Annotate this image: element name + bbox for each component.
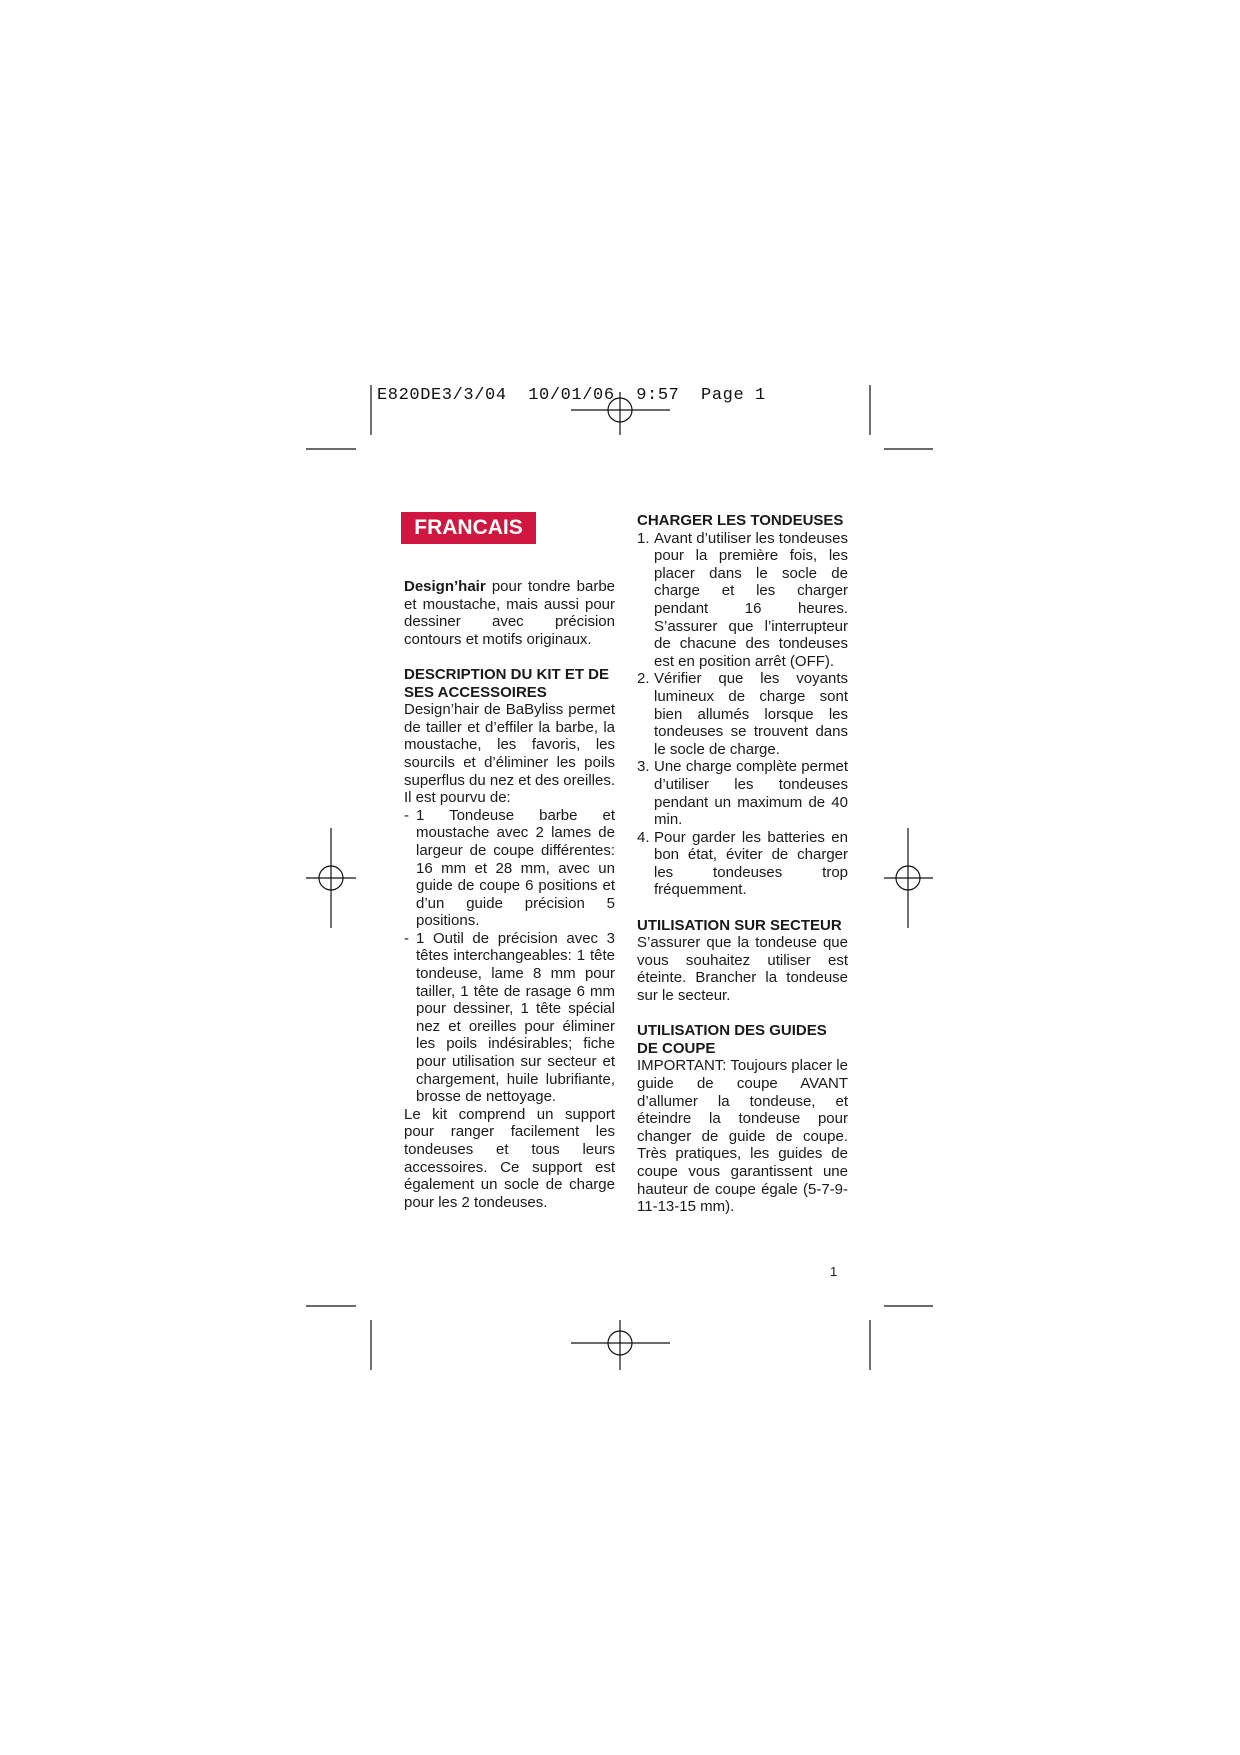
- intro-paragraph: [404, 578, 615, 648]
- list-item: [637, 829, 848, 899]
- list-item-text: 1 Tondeuse barbe et moustache avec 2 lames de largeur de coupe différentes: 16 mm et 28 mm, avec un guide de coupe 6 positions et d’un guide précision 5 positions.: [416, 806, 615, 930]
- list-number: 1.: [637, 529, 650, 547]
- list-item: [637, 758, 848, 828]
- charging-heading: CHARGER LES TONDEUSES: [637, 512, 844, 529]
- print-slug: E820DE3/3/04 10/01/06 9:57 Page 1: [377, 386, 766, 405]
- left-column: [404, 578, 615, 1211]
- list-item: [404, 807, 615, 930]
- list-item: [637, 670, 848, 758]
- list-item: [637, 530, 848, 671]
- list-number: 3.: [637, 758, 650, 776]
- description-closing: Le kit comprend un support pour ranger facilement les tondeuses et tous leurs accessoires. Ce support est également un socle de charge pour les 2 tondeuses.: [404, 1105, 615, 1211]
- mains-body: S’assurer que la tondeuse que vous souhaitez utiliser est éteinte. Brancher la tondeuse sur le secteur.: [637, 934, 848, 1005]
- list-item-text: Avant d’utiliser les tondeuses pour la première fois, les placer dans le socle de charge et les charger pendant 16 heures. S’assurer que l’interrupteur de chacune des tondeuses est en position arrêt (OFF).: [654, 529, 849, 670]
- list-item-text: Vérifier que les voyants lumineux de charge sont bien allumés lorsque les tondeuses se trouvent dans le socle de charge.: [654, 670, 848, 758]
- description-heading: DESCRIPTION DU KIT ET DE SES ACCESSOIRES: [404, 665, 610, 701]
- language-tab: FRANCAIS: [401, 512, 536, 544]
- brand-name: Design’hair: [404, 578, 486, 595]
- list-marker: -: [404, 806, 409, 824]
- guides-body: IMPORTANT: Toujours placer le guide de coupe AVANT d’allumer la tondeuse, et éteindre la tondeuse pour changer de guide de coupe. Très pratiques, les guides de coupe vous garantissent une hauteur de coupe égale (5-7-9-11-13-15 mm).: [637, 1057, 848, 1216]
- guides-heading: UTILISATION DES GUIDES DE COUPE: [637, 1022, 827, 1057]
- list-item: [404, 930, 615, 1106]
- intro-text: pour tondre barbe et moustache, mais aussi pour dessiner avec précision contours et motifs originaux.: [404, 578, 615, 648]
- list-number: 4.: [637, 828, 650, 846]
- list-item-text: Une charge complète permet d’utiliser les tondeuses pendant un maximum de 40 min.: [654, 758, 848, 829]
- list-item-text: 1 Outil de précision avec 3 têtes interchangeables: 1 tête tondeuse, lame 8 mm pour tailler, 1 tête de rasage 6 mm pour dessiner, 1 tête spécial nez et oreilles pour éliminer les poils indésirables; fiche pour utilisation sur secteur et chargement, huile lubrifiante, brosse de nettoyage.: [416, 929, 615, 1106]
- page-number: 1: [830, 1264, 838, 1279]
- list-marker: -: [404, 929, 409, 947]
- right-column: [637, 512, 848, 1216]
- description-body: Design’hair de BaByliss permet de tailler et d’effiler la barbe, la moustache, les favoris, les sourcils et d’éliminer les poils superflus du nez et des oreilles. Il est pourvu de:: [404, 701, 615, 807]
- list-number: 2.: [637, 670, 650, 688]
- list-item-text: Pour garder les batteries en bon état, éviter de charger les tondeuses trop fréquemment.: [654, 828, 848, 899]
- mains-heading: UTILISATION SUR SECTEUR: [637, 916, 842, 934]
